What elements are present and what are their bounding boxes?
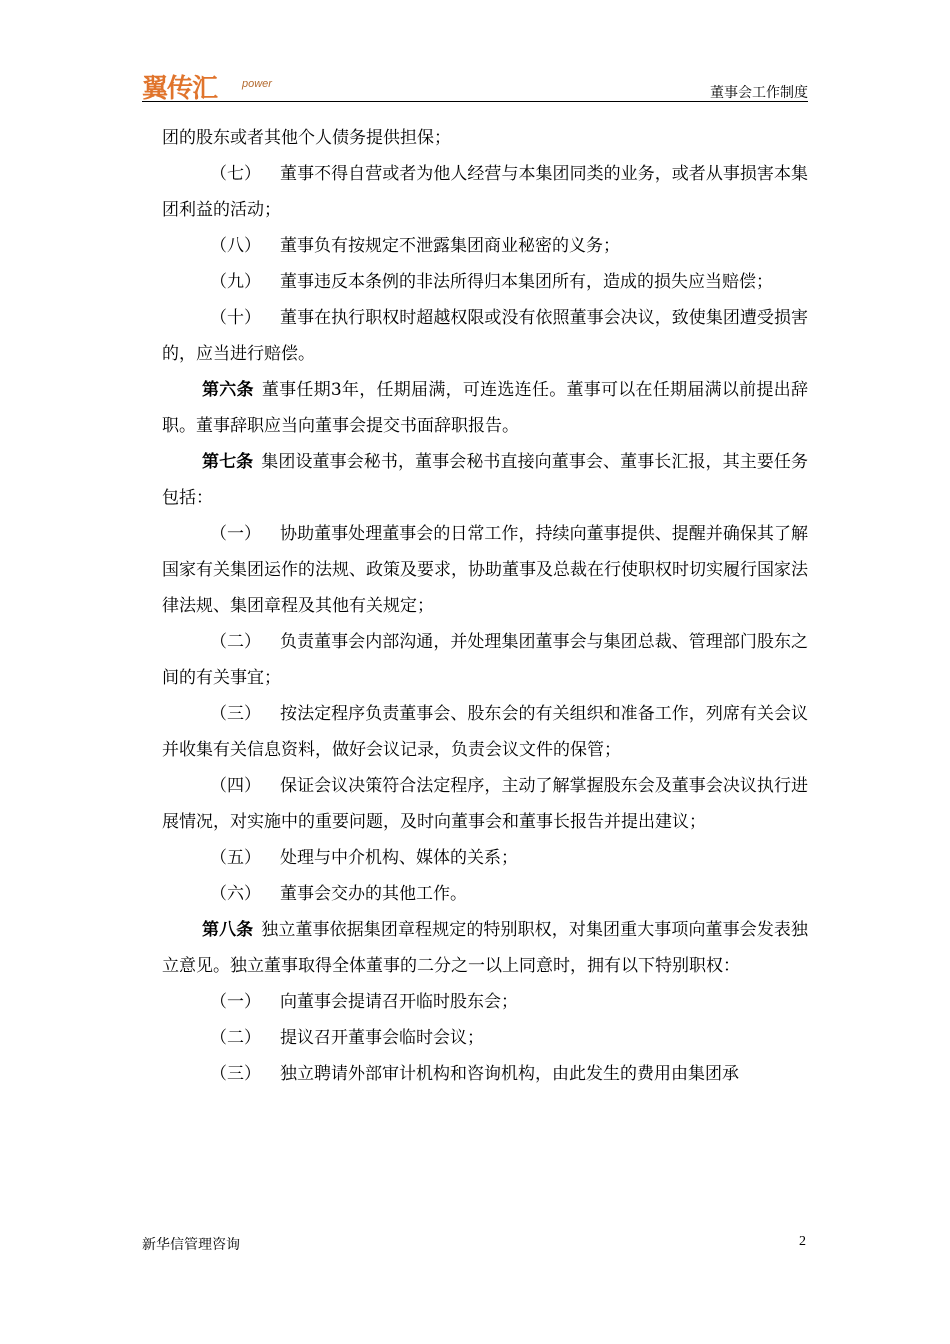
paragraph-text: 集团设董事会秘书，董事会秘书直接向董事会、董事长汇报，其主要任务包括： [162, 452, 808, 508]
list-item [162, 624, 808, 696]
item-number: （三） [210, 1064, 261, 1084]
paragraph-text: 保证会议决策符合法定程序，主动了解掌握股东会及董事会决议执行进展情况，对实施中的重要问题，及时向董事会和董事长报告并提出建议； [162, 776, 808, 832]
paragraph-text: 董事负有按规定不泄露集团商业秘密的义务； [280, 236, 620, 256]
article-paragraph [162, 912, 808, 984]
list-item [162, 984, 808, 1020]
paragraph-text: 董事会交办的其他工作。 [280, 884, 467, 904]
paragraph-text: 向董事会提请召开临时股东会； [280, 992, 518, 1012]
paragraph-text: 协助董事处理董事会的日常工作，持续向董事提供、提醒并确保其了解国家有关集团运作的法规、政策及要求，协助董事及总裁在行使职权时切实履行国家法律法规、集团章程及其他有关规定； [162, 524, 808, 616]
company-logo: 翼传汇 [142, 74, 218, 104]
document-body [162, 120, 808, 1092]
item-number: （五） [210, 848, 261, 868]
item-number: （六） [210, 884, 261, 904]
paragraph-text: 独立董事依据集团章程规定的特别职权，对集团重大事项向董事会发表独立意见。独立董事取得全体董事的二分之一以上同意时，拥有以下特别职权： [162, 920, 808, 976]
list-item [162, 1020, 808, 1056]
article-label: 第六条 [202, 380, 254, 400]
paragraph-text: 团的股东或者其他个人债务提供担保； [162, 128, 451, 148]
list-item [162, 1056, 808, 1092]
paragraph-text: 董事在执行职权时超越权限或没有依照董事会决议，致使集团遭受损害的，应当进行赔偿。 [162, 308, 808, 364]
header-divider [142, 101, 808, 102]
list-item [162, 876, 808, 912]
paragraph-text: 处理与中介机构、媒体的关系； [280, 848, 518, 868]
article-paragraph [162, 372, 808, 444]
list-item [162, 516, 808, 624]
list-item [162, 768, 808, 840]
paragraph-text: 董事不得自营或者为他人经营与本集团同类的业务，或者从事损害本集团利益的活动； [162, 164, 808, 220]
item-number: （九） [210, 272, 261, 292]
document-title: 董事会工作制度 [710, 85, 808, 101]
item-number: （八） [210, 236, 261, 256]
paragraph-text: 独立聘请外部审计机构和咨询机构，由此发生的费用由集团承 [280, 1064, 739, 1084]
article-label: 第八条 [202, 920, 254, 940]
list-item [162, 696, 808, 768]
item-number: （二） [210, 632, 261, 652]
item-number: （二） [210, 1028, 261, 1048]
paragraph-text: 董事违反本条例的非法所得归本集团所有，造成的损失应当赔偿； [280, 272, 773, 292]
list-item [162, 156, 808, 228]
item-number: （三） [210, 704, 261, 724]
continuation-paragraph [162, 120, 808, 156]
list-item [162, 840, 808, 876]
page-header [142, 76, 808, 102]
item-number: （十） [210, 308, 261, 328]
list-item [162, 228, 808, 264]
paragraph-text: 董事任期3年，任期届满，可连选连任。董事可以在任期届满以前提出辞职。董事辞职应当向董事会提交书面辞职报告。 [162, 380, 808, 436]
item-number: （四） [210, 776, 261, 796]
item-number: （七） [210, 164, 261, 184]
item-number: （一） [210, 992, 261, 1012]
article-label: 第七条 [202, 452, 254, 472]
company-logo-sub: power [242, 78, 272, 90]
footer-company: 新华信管理咨询 [142, 1237, 240, 1253]
article-paragraph [162, 444, 808, 516]
list-item [162, 300, 808, 372]
page-number: 2 [799, 1234, 806, 1249]
paragraph-text: 提议召开董事会临时会议； [280, 1028, 484, 1048]
item-number: （一） [210, 524, 261, 544]
list-item [162, 264, 808, 300]
paragraph-text: 按法定程序负责董事会、股东会的有关组织和准备工作，列席有关会议并收集有关信息资料，做好会议记录，负责会议文件的保管； [162, 704, 808, 760]
paragraph-text: 负责董事会内部沟通，并处理集团董事会与集团总裁、管理部门股东之间的有关事宜； [162, 632, 808, 688]
